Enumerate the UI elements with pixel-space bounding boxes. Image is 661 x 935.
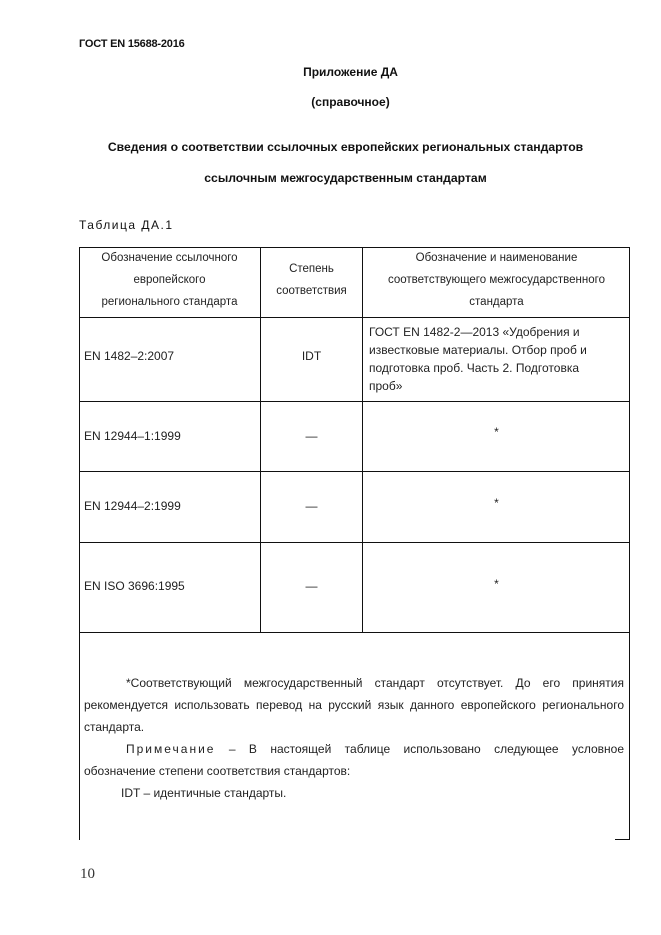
header-line: регионального стандарта [101,296,238,308]
page-number: 10 [80,866,95,882]
row-divider [79,401,630,402]
footnote-mark: * [126,676,131,690]
row-divider [79,632,630,633]
name-line: проб» [369,379,403,393]
row-1-degree: IDT [301,349,322,363]
idt-definition: IDT – идентичные стандарты. [121,786,287,800]
row-4-degree: — [305,579,318,593]
row-divider [79,471,630,472]
note-label: Примечание [126,742,216,756]
header-line: стандарта [469,296,524,308]
row-2-designation: EN 12944–1:1999 [84,429,181,443]
row-divider [79,542,630,543]
header-line: европейского [133,274,206,286]
row-1-standard-name [363,323,630,395]
header-line: Обозначение и наименование [415,252,578,264]
row-3-designation: EN 12944–2:1999 [84,499,181,513]
annex-title: Приложение ДА [303,65,398,79]
header-line: Степень [289,263,334,275]
header-divider [79,317,630,318]
table-border-bottom-stub [615,839,630,840]
row-4-designation: EN ISO 3696:1995 [84,579,185,593]
heading-line-2: ссылочным межгосударственным стандартам [204,171,487,185]
row-4-standard-name: * [494,577,499,591]
row-3-standard-name: * [494,496,499,510]
note [84,738,624,782]
row-3-degree: — [305,499,318,513]
header-line: соответствующего межгосударственного [388,274,605,286]
footnote-text: Соответствующий межгосударственный стандарт отсутствует. До его принятия рекомендуется использовать перевод на русский язык данного европейского регионального стандарта. [84,676,624,734]
annex-type: (справочное) [311,95,390,109]
name-line: подготовка проб. Часть 2. Подготовка [369,361,580,375]
note-text: – В настоящей таблице использовано следующее условное обозначение степени соответствия стандартов: [84,742,624,778]
column-header-degree [261,258,362,302]
header-line: соответствия [276,285,347,297]
table-caption: Таблица ДА.1 [79,218,174,232]
name-line: известковые материалы. Отбор проб и [369,343,587,357]
column-header-name [363,247,630,313]
column-header-designation [79,247,260,313]
document-code: ГОСТ EN 15688-2016 [79,38,185,50]
heading-line-1: Сведения о соответствии ссылочных европейских региональных стандартов [107,140,584,154]
row-1-designation: EN 1482–2:2007 [84,349,175,363]
row-2-standard-name: * [494,425,499,439]
table-border-left [79,247,80,840]
table-notes [84,672,624,804]
row-2-degree: — [305,429,318,443]
footnote [84,672,624,738]
header-line: Обозначение ссылочного [101,252,238,264]
name-line: ГОСТ EN 1482-2—2013 «Удобрения и [369,325,580,339]
